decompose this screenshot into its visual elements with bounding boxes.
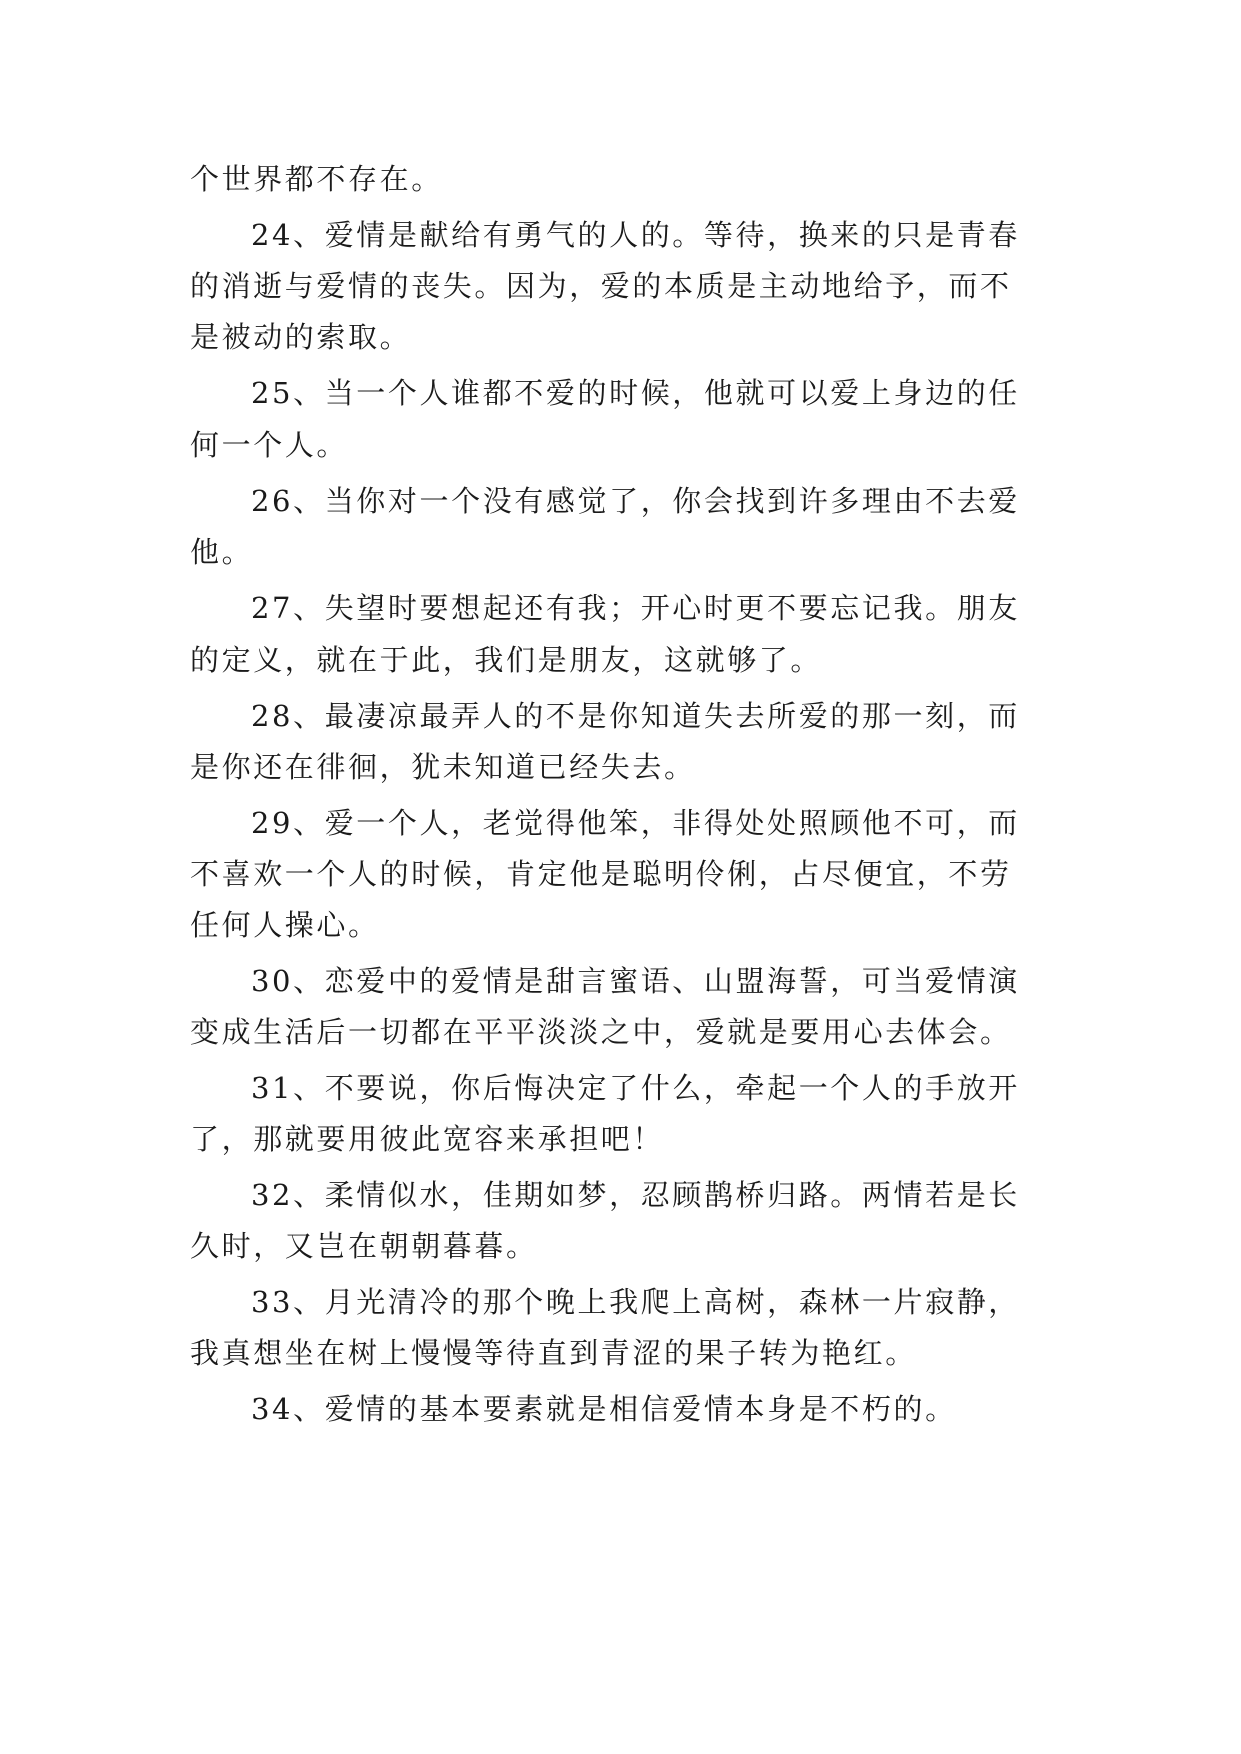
text-line: 28、最凄凉最弄人的不是你知道失去所爱的那一刻，而 <box>251 699 1020 733</box>
text-line: 的消逝与爱情的丧失。因为，爱的本质是主动地给予，而不 <box>190 269 1012 303</box>
text-line: 何一个人。 <box>190 428 349 462</box>
text-line: 变成生活后一切都在平平淡淡之中，爱就是要用心去体会。 <box>190 1015 1012 1049</box>
text-line: 是你还在徘徊，犹未知道已经失去。 <box>190 750 696 784</box>
text-line: 27、失望时要想起还有我；开心时更不要忘记我。朋友 <box>251 591 1020 625</box>
text-line: 久时，又岂在朝朝暮暮。 <box>190 1229 538 1263</box>
text-line: 29、爱一个人，老觉得他笨，非得处处照顾他不可，而 <box>251 806 1020 840</box>
text-line: 34、爱情的基本要素就是相信爱情本身是不朽的。 <box>251 1392 957 1426</box>
text-line: 24、爱情是献给有勇气的人的。等待，换来的只是青春 <box>251 218 1020 252</box>
text-line: 32、柔情似水，佳期如梦，忍顾鹊桥归路。两情若是长 <box>251 1178 1020 1212</box>
text-line: 不喜欢一个人的时候，肯定他是聪明伶俐，占尽便宜，不劳 <box>190 857 1012 891</box>
text-line: 的定义，就在于此，我们是朋友，这就够了。 <box>190 643 823 677</box>
body-text <box>190 150 1070 1436</box>
text-line: 26、当你对一个没有感觉了，你会找到许多理由不去爱 <box>251 484 1020 518</box>
text-line: 任何人操心。 <box>190 908 380 942</box>
text-line: 31、不要说，你后悔决定了什么，牵起一个人的手放开 <box>251 1071 1020 1105</box>
text-line: 25、当一个人谁都不爱的时候，他就可以爱上身边的任 <box>251 376 1020 410</box>
text-line: 30、恋爱中的爱情是甜言蜜语、山盟海誓，可当爱情演 <box>251 964 1020 998</box>
text-line: 个世界都不存在。 <box>190 162 443 196</box>
text-line: 他。 <box>190 535 254 569</box>
text-line: 是被动的索取。 <box>190 320 412 354</box>
text-line: 我真想坐在树上慢慢等待直到青涩的果子转为艳红。 <box>190 1336 917 1370</box>
text-line: 33、月光清冷的那个晚上我爬上高树，森林一片寂静， <box>251 1285 1020 1319</box>
text-line: 了，那就要用彼此宽容来承担吧！ <box>190 1122 665 1156</box>
